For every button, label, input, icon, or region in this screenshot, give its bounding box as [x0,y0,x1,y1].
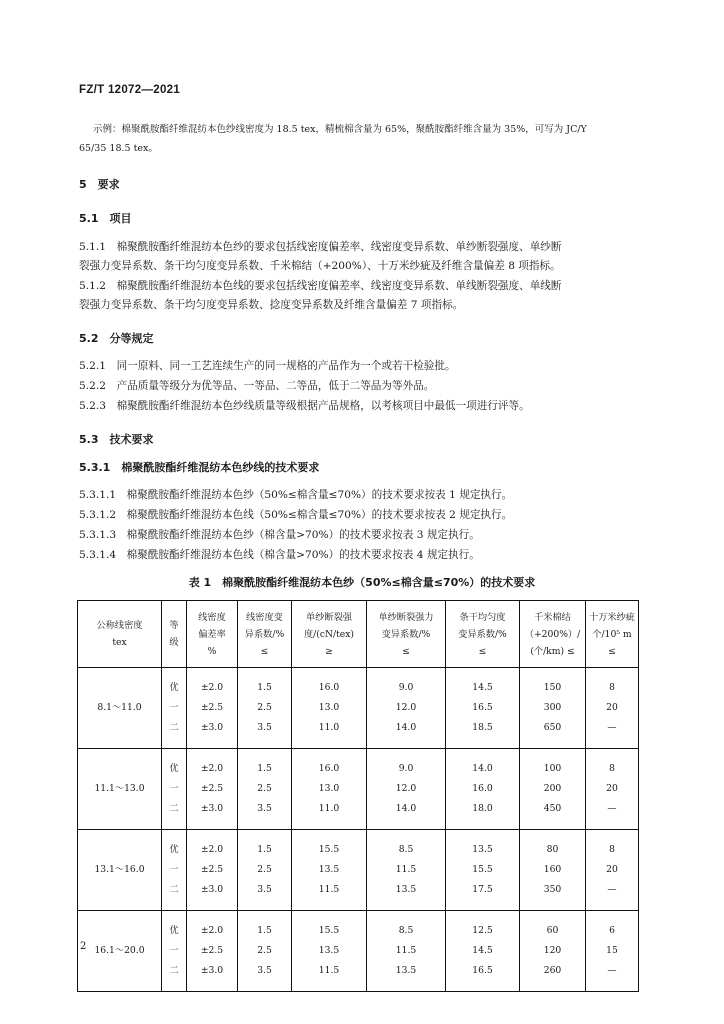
clause-line-2: 裂强力变异系数、条干均匀度变异系数、千米棉结（+200%）、十万米纱疵及纤维含量偏差 8 项指标。 [79,260,561,272]
value-cell: — [586,718,639,749]
value-cell: 160 [520,860,586,880]
table-header-row [78,601,639,668]
value-cell: 18.5 [446,718,520,749]
clause-number: 5.2.3 [79,400,106,412]
header-breaking-force-cv: 单纱断裂强力 变异系数/% ≤ [367,601,446,668]
section-title: 棉聚酰胺酯纤维混纺本色纱线的技术要求 [121,461,320,474]
clause-text: 棉聚酰胺酯纤维混纺本色线（棉含量>70%）的技术要求按表 4 规定执行。 [126,549,480,561]
value-cell: ±2.5 [187,698,238,718]
value-cell: 13.5 [446,830,520,861]
clause-5-3-1-1 [79,486,659,505]
clause-text: 同一原料、同一工艺连续生产的同一规格的产品作为一个或若干检验批。 [116,360,456,372]
clause-5-2-3 [79,397,659,416]
value-cell: 13.0 [292,779,367,799]
value-cell: ±3.0 [187,880,238,911]
clause-number: 5.2.1 [79,360,106,372]
grade-cell: 一 [162,779,187,799]
grade-cell: 优 [162,911,187,942]
header-yarn-faults: 十万米纱疵 个/10⁵ m ≤ [586,601,639,668]
value-cell: 14.0 [367,718,446,749]
value-cell: 16.5 [446,698,520,718]
table-row [78,668,639,699]
value-cell: ±2.5 [187,941,238,961]
header-evenness-cv: 条干均匀度 变异系数/% ≤ [446,601,520,668]
value-cell: 2.5 [238,779,292,799]
grade-cell: 二 [162,799,187,830]
section-number: 5 [79,178,87,191]
table-1 [77,600,639,992]
value-cell: 12.0 [367,779,446,799]
document-header: FZ/T 12072—2021 [79,84,181,96]
value-cell: 300 [520,698,586,718]
page-number: 2 [80,941,87,952]
nominal-density-cell [78,830,162,861]
value-cell: 16.0 [446,779,520,799]
section-5-2-heading [79,330,154,346]
value-cell: 150 [520,668,586,699]
value-cell: 3.5 [238,961,292,992]
grade-cell: 优 [162,749,187,780]
value-cell: 9.0 [367,668,446,699]
value-cell: 8.5 [367,830,446,861]
nominal-density-cell [78,799,162,830]
section-title: 要求 [97,178,120,191]
clause-line-1: 棉聚酰胺酯纤维混纺本色纱的要求包括线密度偏差率、线密度变异系数、单纱断裂强度、单纱断 [116,241,562,253]
value-cell: ±2.0 [187,911,238,942]
value-cell: 15.5 [292,830,367,861]
header-neps-per-km: 千米棉结 （+200%）/ (个/km) ≤ [520,601,586,668]
value-cell: 16.0 [292,668,367,699]
clause-text: 产品质量等级分为优等品、一等品、二等品，低于二等品为等外品。 [116,380,435,392]
value-cell: 2.5 [238,698,292,718]
value-cell: 1.5 [238,749,292,780]
value-cell: 11.5 [292,880,367,911]
nominal-density-cell [78,749,162,780]
value-cell: — [586,799,639,830]
clause-text: 棉聚酰胺酯纤维混纺本色纱（50%≤棉含量≤70%）的技术要求按表 1 规定执行。 [126,489,513,501]
value-cell: 13.5 [367,880,446,911]
value-cell: 8 [586,668,639,699]
table-body [78,668,639,992]
header-breaking-tenacity: 单纱断裂强 度/(cN/tex) ≥ [292,601,367,668]
section-number: 5.3.1 [79,461,111,474]
clause-number: 5.3.1.2 [79,509,117,521]
clause-text: 棉聚酰胺酯纤维混纺本色纱线质量等级根据产品规格，以考核项目中最低一项进行评等。 [116,400,530,412]
value-cell: 2.5 [238,860,292,880]
value-cell: 3.5 [238,718,292,749]
clause-line-2: 裂强力变异系数、条干均匀度变异系数、捻度变异系数及纤维含量偏差 7 项指标。 [79,299,464,311]
clause-5-1-2 [79,277,659,315]
value-cell: ±2.5 [187,779,238,799]
value-cell: 8 [586,830,639,861]
value-cell: 20 [586,698,639,718]
example-note [79,120,653,158]
clause-text: 棉聚酰胺酯纤维混纺本色线（50%≤棉含量≤70%）的技术要求按表 2 规定执行。 [126,509,513,521]
section-number: 5.3 [79,433,99,446]
section-5-3-1-heading [79,459,319,475]
value-cell: 15.5 [292,911,367,942]
grade-cell: 一 [162,860,187,880]
value-cell: 60 [520,911,586,942]
table-1-title: 表 1 棉聚酰胺酯纤维混纺本色纱（50%≤棉含量≤70%）的技术要求 [188,576,536,589]
value-cell: 12.5 [446,911,520,942]
value-cell: 8.5 [367,911,446,942]
grade-cell: 一 [162,941,187,961]
nominal-density-cell [78,961,162,992]
value-cell: 20 [586,860,639,880]
section-title: 技术要求 [109,433,154,446]
grade-cell: 一 [162,698,187,718]
nominal-density-cell [78,668,162,699]
value-cell: 13.5 [292,941,367,961]
value-cell: 11.0 [292,718,367,749]
value-cell: 12.0 [367,698,446,718]
clause-5-3-1-2 [79,506,659,525]
nominal-density-cell: 16.1～20.0 [78,941,162,961]
table-row [78,718,639,749]
value-cell: 13.5 [292,860,367,880]
value-cell: 14.0 [446,749,520,780]
value-cell: 13.0 [292,698,367,718]
table-row [78,779,639,799]
value-cell: 14.0 [367,799,446,830]
value-cell: 14.5 [446,941,520,961]
header-nominal-density: 公称线密度 tex [78,601,162,668]
value-cell: 450 [520,799,586,830]
value-cell: 11.0 [292,799,367,830]
value-cell: ±3.0 [187,718,238,749]
value-cell: ±2.0 [187,749,238,780]
table-row [78,799,639,830]
value-cell: 1.5 [238,830,292,861]
section-title: 项目 [109,212,132,225]
value-cell: 350 [520,880,586,911]
clause-5-3-1-3 [79,526,659,545]
clause-line-1: 棉聚酰胺酯纤维混纺本色线的要求包括线密度偏差率、线密度变异系数、单线断裂强度、单线断 [116,280,562,292]
grade-cell: 二 [162,718,187,749]
section-5-1-heading [79,210,132,226]
value-cell: ±3.0 [187,799,238,830]
clause-number: 5.1.2 [79,280,106,292]
value-cell: — [586,961,639,992]
clause-number: 5.3.1.4 [79,549,117,561]
nominal-density-cell: 11.1～13.0 [78,779,162,799]
clause-5-2-2 [79,377,659,396]
nominal-density-cell [78,911,162,942]
header-density-cv: 线密度变 异系数/% ≤ [238,601,292,668]
clause-5-1-1 [79,238,659,276]
example-line-2: 65/35 18.5 tex。 [79,143,158,154]
header-grade: 等 级 [162,601,187,668]
value-cell: 650 [520,718,586,749]
nominal-density-cell: 13.1～16.0 [78,860,162,880]
value-cell: 100 [520,749,586,780]
value-cell: 17.5 [446,880,520,911]
clause-number: 5.1.1 [79,241,106,253]
value-cell: 14.5 [446,668,520,699]
clause-number: 5.3.1.1 [79,489,117,501]
grade-cell: 优 [162,830,187,861]
nominal-density-cell [78,880,162,911]
example-line-1: 示例：棉聚酰胺酯纤维混纺本色纱线密度为 18.5 tex，精梳棉含量为 65%，聚酰胺酯纤维含量为 35%，可写为 JC/Y [93,124,587,135]
clause-5-3-1-4 [79,546,659,565]
value-cell: — [586,880,639,911]
value-cell: 3.5 [238,799,292,830]
grade-cell: 优 [162,668,187,699]
clause-number: 5.3.1.3 [79,529,117,541]
value-cell: 3.5 [238,880,292,911]
value-cell: ±2.0 [187,668,238,699]
section-5-3-heading [79,431,154,447]
value-cell: 11.5 [367,860,446,880]
header-density-deviation: 线密度 偏差率 % [187,601,238,668]
value-cell: 13.5 [367,961,446,992]
value-cell: 9.0 [367,749,446,780]
table-row [78,830,639,861]
clause-number: 5.2.2 [79,380,106,392]
value-cell: ±2.5 [187,860,238,880]
value-cell: ±3.0 [187,961,238,992]
value-cell: 120 [520,941,586,961]
value-cell: 6 [586,911,639,942]
value-cell: 11.5 [292,961,367,992]
section-5-heading [79,176,120,192]
table-row [78,698,639,718]
value-cell: 1.5 [238,911,292,942]
value-cell: 2.5 [238,941,292,961]
section-number: 5.1 [79,212,99,225]
value-cell: 8 [586,749,639,780]
nominal-density-cell: 8.1～11.0 [78,698,162,718]
table-row [78,880,639,911]
clause-5-2-1 [79,357,659,376]
table-row [78,749,639,780]
value-cell: 16.5 [446,961,520,992]
section-number: 5.2 [79,332,99,345]
table-row [78,911,639,942]
section-title: 分等规定 [109,332,154,345]
value-cell: 20 [586,779,639,799]
nominal-density-cell [78,718,162,749]
value-cell: 15 [586,941,639,961]
grade-cell: 二 [162,961,187,992]
value-cell: 80 [520,830,586,861]
table-row [78,961,639,992]
clause-text: 棉聚酰胺酯纤维混纺本色纱（棉含量>70%）的技术要求按表 3 规定执行。 [126,529,480,541]
table-row [78,860,639,880]
value-cell: 18.0 [446,799,520,830]
value-cell: 200 [520,779,586,799]
value-cell: ±2.0 [187,830,238,861]
table-row [78,941,639,961]
value-cell: 11.5 [367,941,446,961]
value-cell: 260 [520,961,586,992]
value-cell: 1.5 [238,668,292,699]
value-cell: 15.5 [446,860,520,880]
grade-cell: 二 [162,880,187,911]
value-cell: 16.0 [292,749,367,780]
